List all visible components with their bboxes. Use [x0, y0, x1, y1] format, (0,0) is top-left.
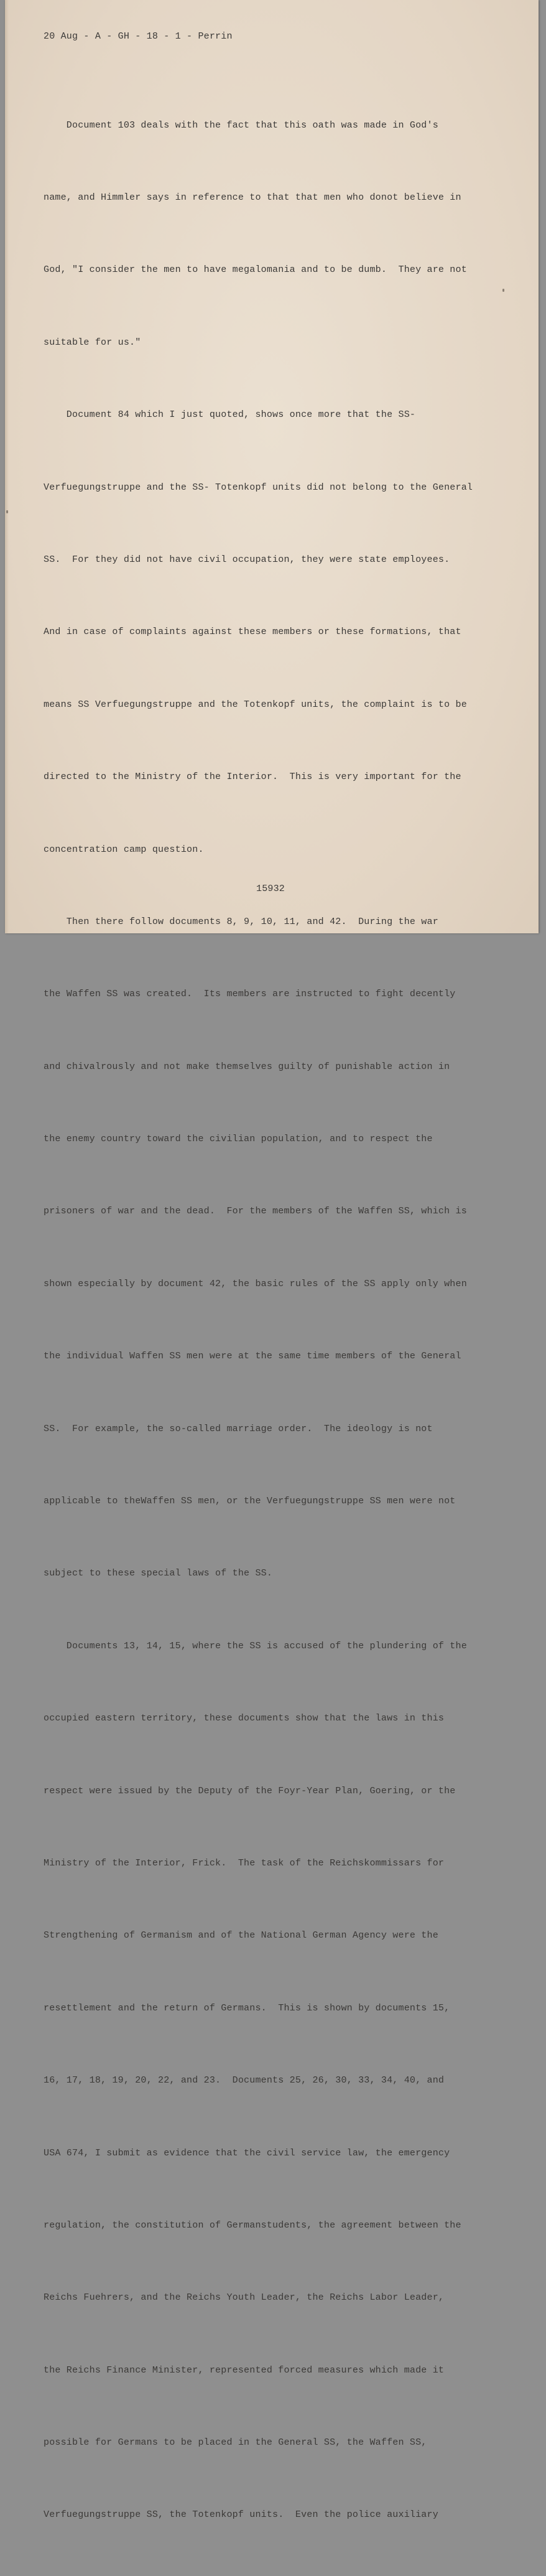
- text-line: name, and Himmler says in reference to that that men who donot believe in: [44, 192, 461, 203]
- text-line: Strengthening of Germanism and of the National German Agency were the: [44, 1930, 438, 1941]
- text-line: USA 674, I submit as evidence that the civil service law, the emergency: [44, 2147, 450, 2158]
- text-line: Then there follow documents 8, 9, 10, 11, and 42. During the war: [44, 916, 438, 927]
- text-line: occupied eastern territory, these documents show that the laws in this: [44, 1713, 445, 1724]
- margin-mark: [502, 289, 504, 292]
- page-number: 15932: [256, 884, 285, 894]
- page-edge-shadow: [5, 0, 9, 933]
- text-line: the Reichs Finance Minister, represented forced measures which made it: [44, 2364, 445, 2376]
- text-line: suitable for us.": [44, 337, 141, 348]
- text-line: And in case of complaints against these members or these formations, that: [44, 627, 461, 638]
- text-line: concentration camp question.: [44, 844, 204, 855]
- text-line: Documents 13, 14, 15, where the SS is accused of the plundering of the: [44, 1640, 467, 1651]
- text-line: applicable to theWaffen SS men, or the Verfuegungstruppe SS men were not: [44, 1496, 456, 1507]
- text-line: Reichs Fuehrers, and the Reichs Youth Leader, the Reichs Labor Leader,: [44, 2292, 445, 2303]
- text-line: God, "I consider the men to have megalomania and to be dumb. They are not: [44, 264, 467, 276]
- text-line: Verfuegungstruppe SS, the Totenkopf units. Even the police auxiliary: [44, 2509, 438, 2521]
- text-line: resettlement and the return of Germans. This is shown by documents 15,: [44, 2002, 450, 2014]
- text-line: Document 103 deals with the fact that this oath was made in God's: [44, 119, 438, 131]
- document-page: [5, 0, 539, 2521]
- text-line: the enemy country toward the civilian population, and to respect the: [44, 1134, 433, 1145]
- text-line: respect were issued by the Deputy of the Foyr-Year Plan, Goering, or the: [44, 1785, 456, 1796]
- text-line: and chivalrously and not make themselves guilty of punishable action in: [44, 1061, 450, 1072]
- text-line: means SS Verfuegungstruppe and the Totenkopf units, the complaint is to be: [44, 699, 467, 710]
- text-line: Document 84 which I just quoted, shows once more that the SS-: [44, 409, 416, 421]
- text-line: directed to the Ministry of the Interior. This is very important for the: [44, 772, 461, 783]
- text-line: subject to these special laws of the SS.: [44, 1568, 273, 1579]
- text-line: prisoners of war and the dead. For the members of the Waffen SS, which is: [44, 1206, 467, 1217]
- margin-mark: [6, 510, 8, 513]
- text-line: regulation, the constitution of Germanstudents, the agreement between the: [44, 2219, 461, 2231]
- text-line: Ministry of the Interior, Frick. The task of the Reichskommissars for: [44, 1857, 445, 1869]
- text-line: the Waffen SS was created. Its members are instructed to fight decently: [44, 989, 456, 1000]
- text-line: Verfuegungstruppe and the SS- Totenkopf units did not belong to the General: [44, 482, 473, 493]
- text-line: possible for Germans to be placed in the General SS, the Waffen SS,: [44, 2437, 427, 2448]
- text-line: the individual Waffen SS men were at the same time members of the General: [44, 1351, 461, 1362]
- text-line: SS. For they did not have civil occupation, they were state employees.: [44, 554, 450, 565]
- text-line: shown especially by document 42, the basic rules of the SS apply only when: [44, 1278, 467, 1289]
- text-line: 16, 17, 18, 19, 20, 22, and 23. Documents 25, 26, 30, 33, 34, 40, and: [44, 2075, 445, 2086]
- page-header: 20 Aug - A - GH - 18 - 1 - Perrin: [44, 31, 233, 42]
- text-line: SS. For example, the so-called marriage order. The ideology is not: [44, 1423, 433, 1434]
- document-body: [44, 65, 473, 2576]
